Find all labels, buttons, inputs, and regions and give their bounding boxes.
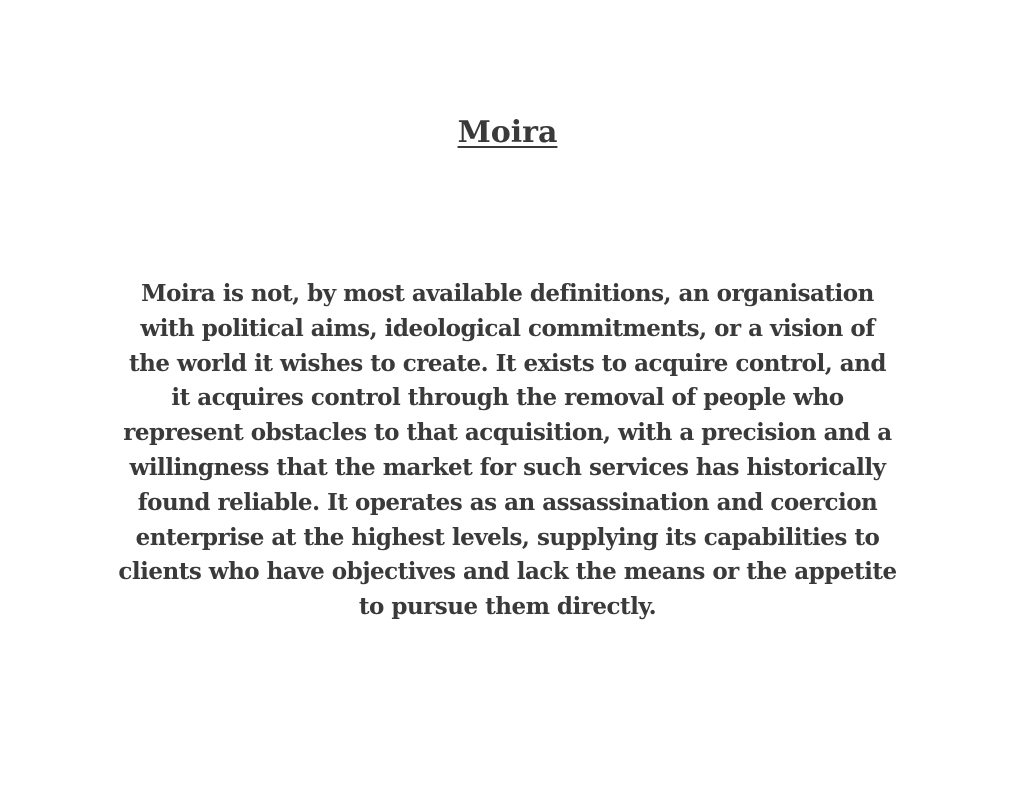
body-paragraph: Moira is not, by most available definitions, an organisation with political aims, ideological commitments, or a vision of the world it wishes to create. It exists to acquire control, and it acquires control through the removal of people who represent obstacles to that acquisition, with a precision and a willingness that the market for such services has historically found reliable. It operates as an assassination and coercion enterprise at the highest levels, supplying its capabilities to clients who have objectives and lack the means or the appetite to pursue them directly.	[118, 280, 897, 621]
page-title: Moira	[457, 115, 558, 150]
